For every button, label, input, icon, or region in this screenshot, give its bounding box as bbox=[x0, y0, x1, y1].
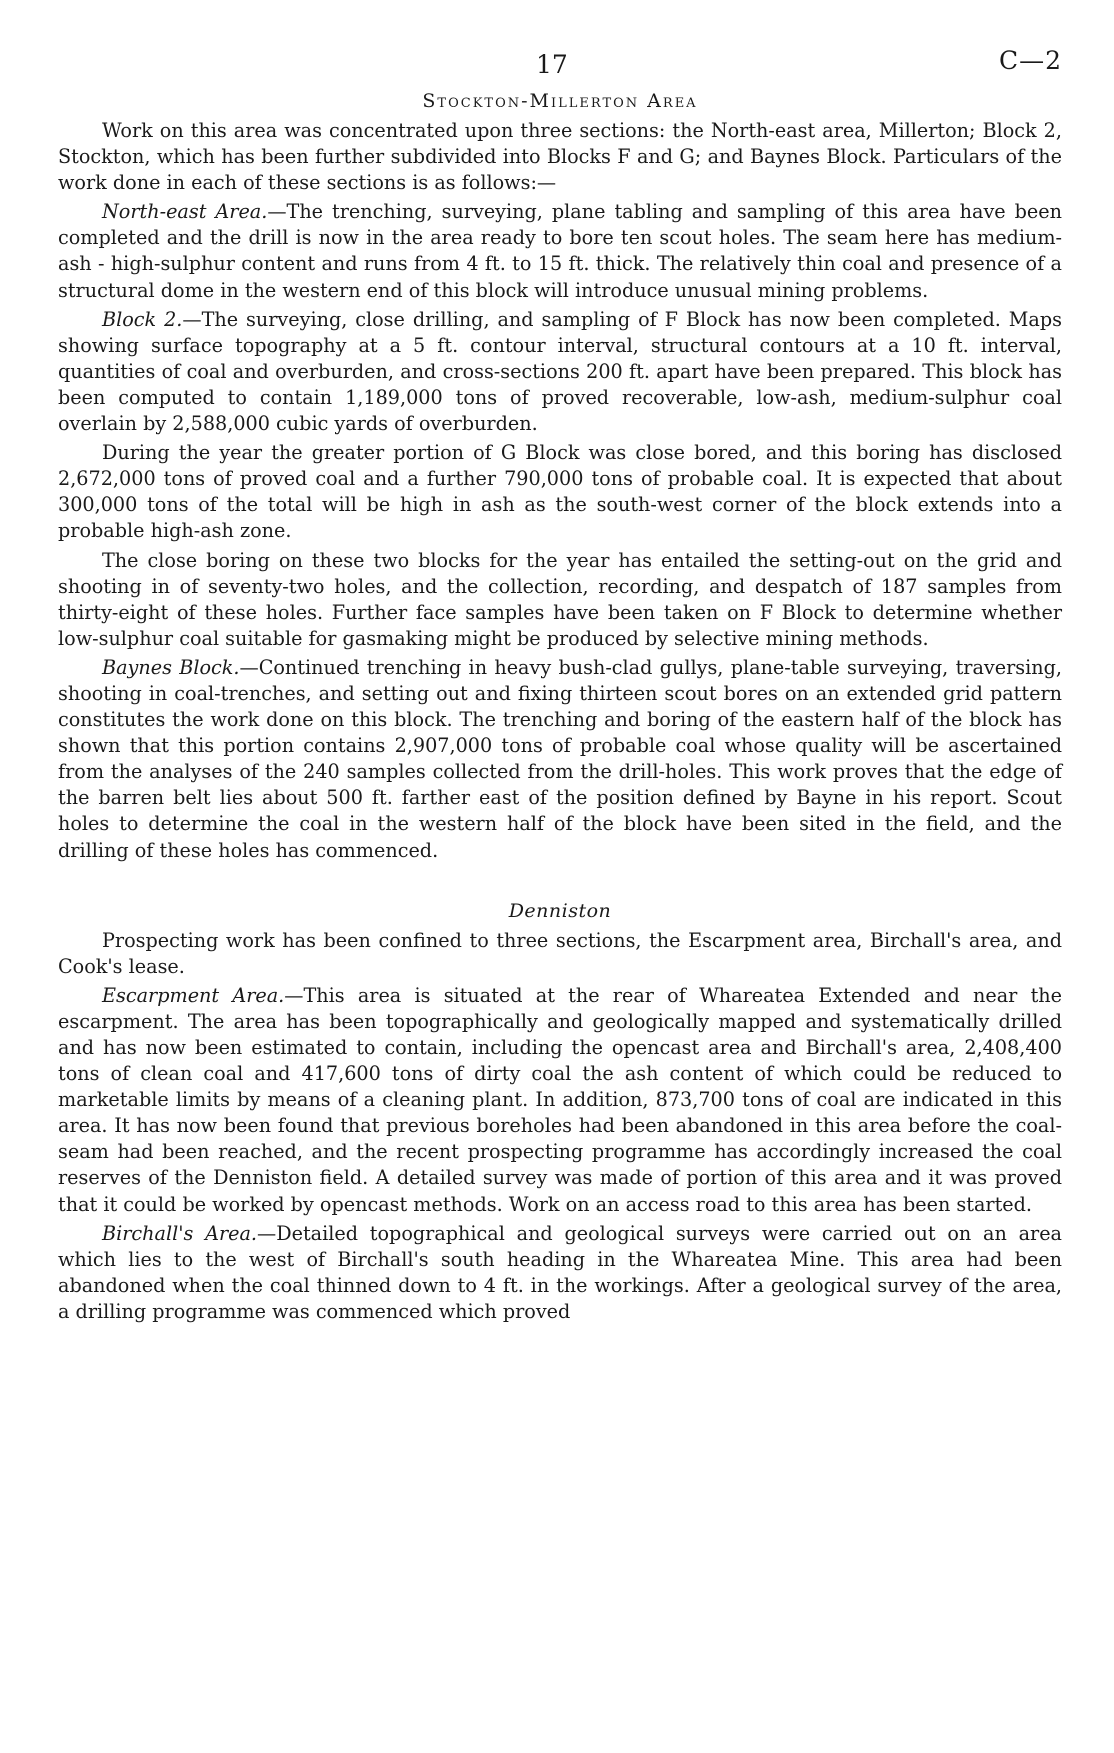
body-baynes: —Continued trenching in heavy bush-clad gullys, plane-table surveying, traversing, shooting in coal-trenches, and setting out and fixing thirteen scout bores on an extended grid pattern constitutes the work done on this block. The trenching and boring of the eastern half of the block has shown that this portion contains 2,907,000 tons of probable coal whose quality will be ascertained from the analyses of the 240 samples collected from the drill-holes. This work proves that the edge of the barren belt lies about 500 ft. farther east of the position defined by Bayne in his report. Scout holes to determine the coal in the western half of the block have been sited in the field, and the drilling of these holes has commenced. bbox=[58, 655, 1062, 862]
body-block-2: —The surveying, close drilling, and sampling of F Block has now been completed. Maps showing surface topography at a 5 ft. contour interval, structural contours at a 10 ft. interval, quantities of coal and overburden, and cross-sections 200 ft. apart have been prepared. This block has been computed to contain 1,189,000 tons of proved recoverable, low-ash, medium-sulphur coal overlain by 2,588,000 cubic yards of overburden. bbox=[58, 307, 1062, 436]
lead-birchall: Birchall's Area. bbox=[102, 1221, 258, 1245]
page-header bbox=[58, 38, 1062, 84]
section-title-stockton: Stockton-Millerton Area bbox=[422, 90, 698, 112]
paragraph-escarpment bbox=[58, 983, 1062, 1218]
paragraph-close-boring: The close boring on these two blocks for the year has entailed the setting-out on the grid and shooting in of seventy-two holes, and the collection, recording, and despatch of 187 samples from thirty-eight of these holes. Further face samples have been taken on F Block to determine whether low-sulphur coal suitable for gasmaking might be produced by selective mining methods. bbox=[58, 548, 1062, 650]
lead-block-2: Block 2. bbox=[102, 307, 183, 331]
section-title-denniston: Denniston bbox=[508, 899, 612, 922]
body-north-east: —The trenching, surveying, plane tabling and sampling of this area have been completed and the drill is now in the area ready to bore ten scout holes. The seam here has medium-ash - high-sulphur content and runs from 4 ft. to 15 ft. thick. The relatively thin coal and presence of a structural dome in the western end of this block will introduce unusual mining problems. bbox=[58, 200, 1062, 302]
page-number: 17 bbox=[536, 50, 568, 79]
paragraph-stockton-intro: Work on this area was concentrated upon three sections: the North-east area, Millerton; Block 2, Stockton, which has been further subdivided into Blocks F and G; and Baynes Block. Particulars of the work done in each of these sections is as follows:— bbox=[58, 119, 1062, 195]
paragraph-block-2 bbox=[58, 307, 1062, 437]
paragraph-denniston-intro: Prospecting work has been confined to three sections, the Escarpment area, Birchall's area, and Cook's lease. bbox=[58, 928, 1062, 978]
report-code: C—2 bbox=[998, 46, 1062, 75]
lead-baynes: Baynes Block. bbox=[102, 655, 240, 679]
paragraph-baynes bbox=[58, 655, 1062, 864]
lead-escarpment: Escarpment Area. bbox=[102, 983, 285, 1007]
paragraph-birchall bbox=[58, 1221, 1062, 1325]
body-birchall: —Detailed topographical and geological surveys were carried out on an area which lies to the west of Birchall's south heading in the Whareatea Mine. This area had been abandoned when the coal thinned down to 4 ft. in the workings. After a geological survey of the area, a drilling programme was commenced which proved bbox=[58, 1221, 1062, 1323]
paragraph-north-east bbox=[58, 199, 1062, 303]
lead-north-east: North-east Area. bbox=[102, 200, 268, 224]
paragraph-g-block: During the year the greater portion of G Block was close bored, and this boring has disclosed 2,672,000 tons of proved coal and a further 790,000 tons of probable coal. It is expected that about 300,000 tons of the total will be high in ash as the south-west corner of the block extends into a probable high-ash zone. bbox=[58, 441, 1062, 543]
body-escarpment: —This area is situated at the rear of Whareatea Extended and near the escarpment. The area has been topographically and geologically mapped and systematically drilled and has now been estimated to contain, including the opencast area and Birchall's area, 2,408,400 tons of clean coal and 417,600 tons of dirty coal the ash content of which could be reduced to marketable limits by means of a cleaning plant. In addition, 873,700 tons of coal are indicated in this area. It has now been found that previous boreholes had been abandoned in this area before the coal-seam had been reached, and the recent prospecting programme has accordingly increased the coal reserves of the Denniston field. A detailed survey was made of portion of this area and it was proved that it could be worked by opencast methods. Work on an access road to this area has been started. bbox=[58, 983, 1062, 1216]
